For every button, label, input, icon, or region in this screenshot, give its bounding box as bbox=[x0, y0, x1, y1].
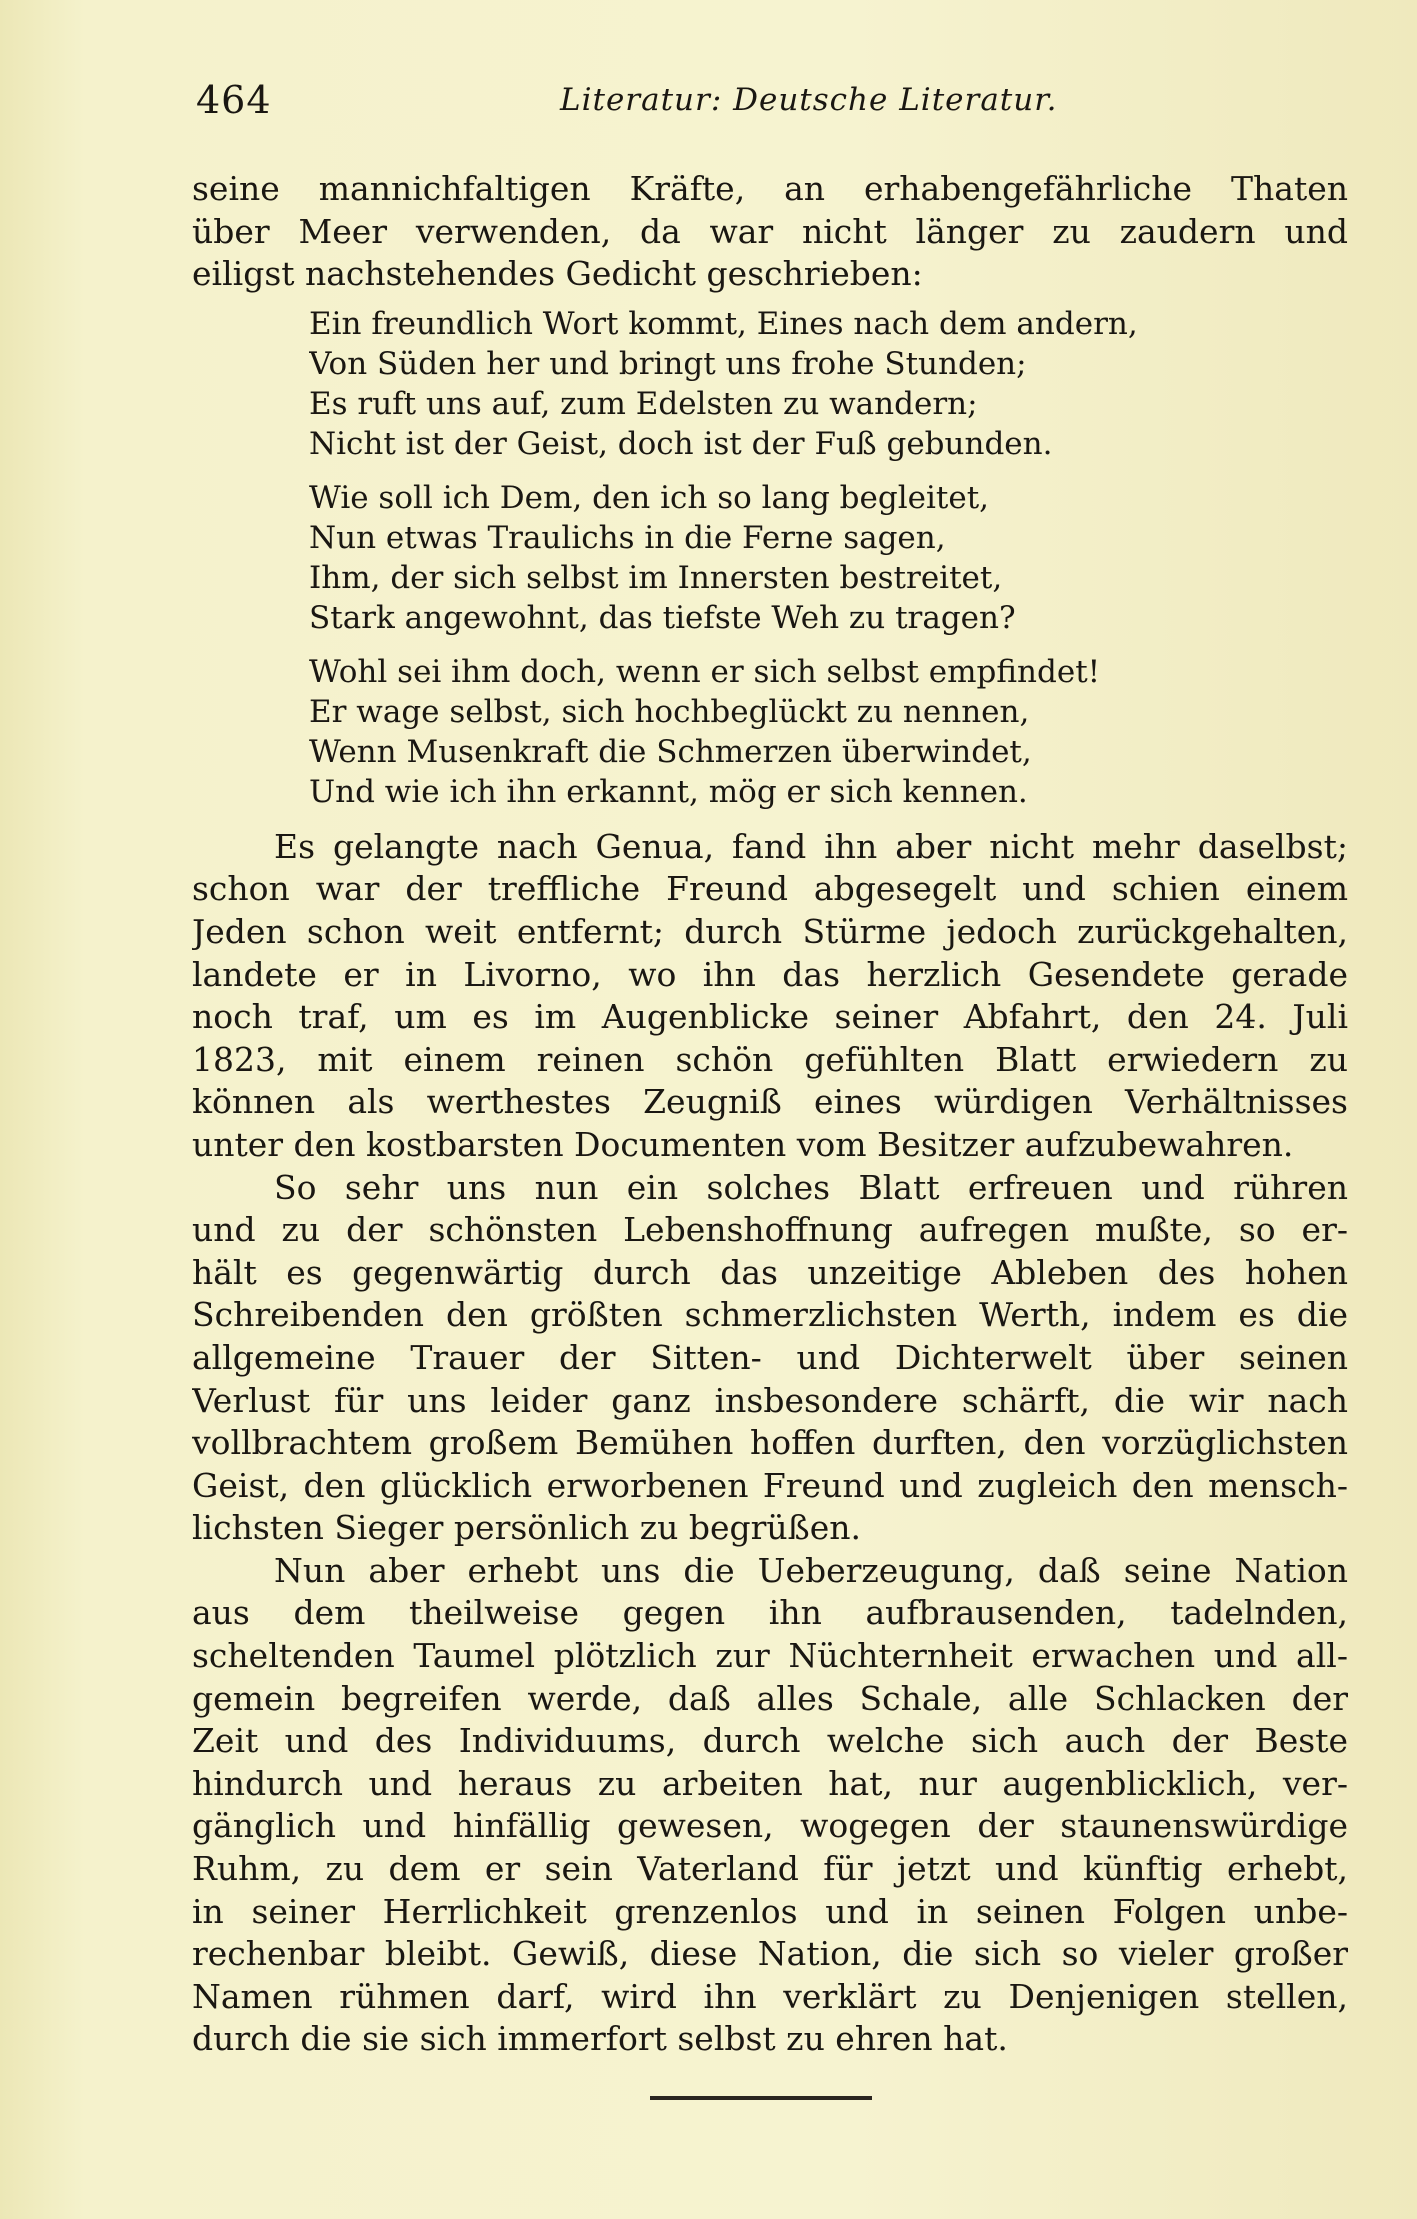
verse-line: Ihm, der sich selbst im Innersten bestreitet, bbox=[309, 559, 1003, 596]
text-line: lichsten Sieger persönlich zu begrüßen. bbox=[192, 1508, 861, 1548]
text-line: So sehr uns nun ein solches Blatt erfreuen und rühren bbox=[274, 1167, 1348, 1207]
intro-paragraph bbox=[192, 168, 1348, 296]
text-line: Es gelangte nach Genua, fand ihn aber nicht mehr daselbst; bbox=[274, 826, 1348, 866]
text-line: Zeit und des Individuums, durch welche sich auch der Beste bbox=[192, 1721, 1348, 1761]
text-line: 1823, mit einem reinen schön gefühlten Blatt erwiedern zu bbox=[192, 1039, 1348, 1079]
text-line: schon war der treffliche Freund abgesegelt und schien einem bbox=[192, 869, 1348, 909]
verse-line: Er wage selbst, sich hochbeglückt zu nennen, bbox=[309, 693, 1030, 730]
verse-line: Nicht ist der Geist, doch ist der Fuß gebunden. bbox=[309, 425, 1053, 462]
text-line: eiligst nachstehendes Gedicht geschrieben: bbox=[192, 254, 923, 294]
text-block bbox=[192, 168, 1348, 2061]
text-line: allgemeine Trauer der Sitten- und Dichterwelt über seinen bbox=[192, 1337, 1348, 1377]
poem bbox=[309, 304, 1229, 812]
text-line: Jeden schon weit entfernt; durch Stürme jedoch zurückgehalten, bbox=[192, 911, 1348, 951]
text-line: unter den kostbarsten Documenten vom Besitzer aufzubewahren. bbox=[192, 1124, 1294, 1164]
paragraph bbox=[192, 1550, 1348, 2061]
text-line: können als werthestes Zeugniß eines würdigen Verhältnisses bbox=[192, 1082, 1348, 1122]
poem-stanza bbox=[309, 478, 1229, 638]
verse-line: Stark angewohnt, das tiefste Weh zu tragen? bbox=[309, 599, 1016, 636]
paragraph bbox=[192, 826, 1348, 1167]
text-line: gemein begreifen werde, daß alles Schale, alle Schlacken der bbox=[192, 1678, 1348, 1718]
verse-line: Wohl sei ihm doch, wenn er sich selbst empfindet! bbox=[309, 653, 1101, 690]
page-number: 464 bbox=[196, 78, 272, 122]
page-header bbox=[196, 78, 1346, 128]
paragraph bbox=[192, 1167, 1348, 1550]
running-head: Literatur: Deutsche Literatur. bbox=[560, 82, 1058, 118]
text-line: Ruhm, zu dem er sein Vaterland für jetzt und künftig erhebt, bbox=[192, 1849, 1348, 1889]
text-line: hindurch und heraus zu arbeiten hat, nur augenblicklich, ver- bbox=[192, 1763, 1348, 1803]
verse-line: Es ruft uns auf, zum Edelsten zu wandern; bbox=[309, 385, 978, 422]
text-line: landete er in Livorno, wo ihn das herzlich Gesendete gerade bbox=[192, 954, 1348, 994]
poem-stanza bbox=[309, 652, 1229, 812]
prose-body bbox=[192, 826, 1348, 2061]
poem-stanza bbox=[309, 304, 1229, 464]
closing-rule bbox=[650, 2096, 872, 2100]
text-line: hält es gegenwärtig durch das unzeitige Ableben des hohen bbox=[192, 1252, 1348, 1292]
text-line: über Meer verwenden, da war nicht länger zu zaudern und bbox=[192, 211, 1348, 251]
text-line: Nun aber erhebt uns die Ueberzeugung, daß seine Nation bbox=[274, 1550, 1348, 1590]
text-line: rechenbar bleibt. Gewiß, diese Nation, die sich so vieler großer bbox=[192, 1934, 1348, 1974]
verse-line: Von Süden her und bringt uns frohe Stunden; bbox=[309, 345, 1027, 382]
text-line: Geist, den glücklich erworbenen Freund und zugleich den mensch- bbox=[192, 1465, 1348, 1505]
text-line: noch traf, um es im Augenblicke seiner Abfahrt, den 24. Juli bbox=[192, 997, 1348, 1037]
text-line: Namen rühmen darf, wird ihn verklärt zu Denjenigen stellen, bbox=[192, 1976, 1348, 2016]
text-line: aus dem theilweise gegen ihn aufbrausenden, tadelnden, bbox=[192, 1593, 1348, 1633]
text-line: durch die sie sich immerfort selbst zu ehren hat. bbox=[192, 2019, 1008, 2059]
verse-line: Wie soll ich Dem, den ich so lang begleitet, bbox=[309, 479, 990, 516]
verse-line: Und wie ich ihn erkannt, mög er sich kennen. bbox=[309, 773, 1028, 810]
text-line: vollbrachtem großem Bemühen hoffen durften, den vorzüglichsten bbox=[192, 1423, 1348, 1463]
text-line: Schreibenden den größten schmerzlichsten Werth, indem es die bbox=[192, 1295, 1348, 1335]
text-line: in seiner Herrlichkeit grenzenlos und in seinen Folgen unbe- bbox=[192, 1891, 1348, 1931]
text-line: gänglich und hinfällig gewesen, wogegen der staunenswürdige bbox=[192, 1806, 1348, 1846]
text-line: und zu der schönsten Lebenshoffnung aufregen mußte, so er- bbox=[192, 1210, 1348, 1250]
verse-line: Wenn Musenkraft die Schmerzen überwindet, bbox=[309, 733, 1032, 770]
text-line: Verlust für uns leider ganz insbesondere schärft, die wir nach bbox=[192, 1380, 1348, 1420]
text-line: seine mannichfaltigen Kräfte, an erhabengefährliche Thaten bbox=[192, 169, 1348, 208]
text-line: scheltenden Taumel plötzlich zur Nüchternheit erwachen und all- bbox=[192, 1636, 1348, 1676]
verse-line: Nun etwas Traulichs in die Ferne sagen, bbox=[309, 519, 946, 556]
verse-line: Ein freundlich Wort kommt, Eines nach dem andern, bbox=[309, 305, 1138, 342]
